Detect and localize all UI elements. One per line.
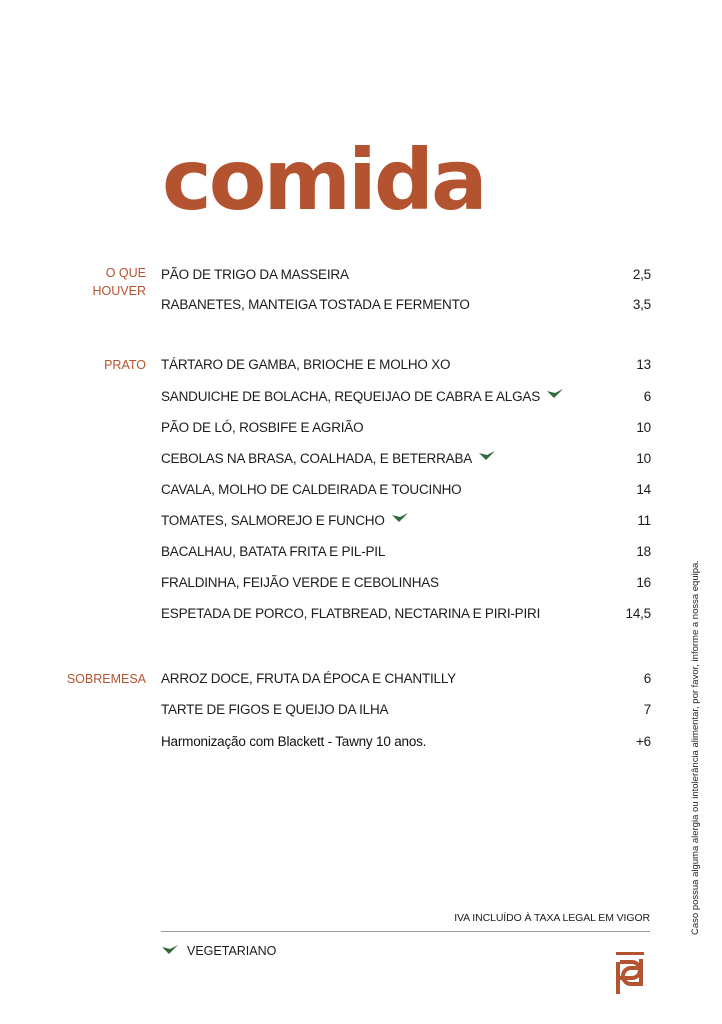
item-price: 10 [636, 420, 651, 435]
item-name: CAVALA, MOLHO DE CALDEIRADA E TOUCINHO [161, 482, 462, 497]
item-name-wrap [161, 449, 496, 469]
menu-item [161, 295, 651, 315]
item-price: 7 [643, 702, 651, 717]
leaf-icon [161, 944, 187, 958]
menu-item [161, 480, 651, 500]
allergy-note: Caso possua alguma alergia ou intolerância alimentar, por favor, informe a nossa equipa. [690, 560, 701, 935]
section-label-sobremesa [36, 670, 146, 688]
vegetarian-legend [161, 942, 276, 960]
section-label-prato [36, 356, 146, 374]
item-name: CEBOLAS NA BRASA, COALHADA, E BETERRABA [161, 451, 473, 466]
item-price: 18 [636, 544, 651, 559]
section-label-text: O QUE HOUVER [92, 266, 146, 298]
menu-item [161, 604, 651, 624]
item-name: ARROZ DOCE, FRUTA DA ÉPOCA E CHANTILLY [161, 671, 456, 686]
item-price: 16 [636, 575, 651, 590]
item-price: 10 [636, 451, 651, 466]
leaf-icon [391, 510, 409, 530]
item-name: BACALHAU, BATATA FRITA E PIL-PIL [161, 544, 386, 559]
item-price: 2,5 [632, 267, 651, 282]
item-name: ESPETADA DE PORCO, FLATBREAD, NECTARINA E PIRI-PIRI [161, 606, 541, 621]
menu-item [161, 265, 651, 285]
section-label-text: SOBREMESA [66, 672, 146, 686]
item-name: TOMATES, SALMOREJO E FUNCHO [161, 513, 385, 528]
item-price: 3,5 [632, 297, 651, 312]
menu-item [161, 418, 651, 438]
item-price: 11 [637, 513, 651, 528]
section-label-o-que-houver [36, 264, 146, 300]
item-name: Harmonização com Blackett - Tawny 10 anos. [161, 734, 427, 749]
menu-item [161, 355, 651, 375]
menu-item [161, 449, 651, 469]
item-name: PÃO DE TRIGO DA MASSEIRA [161, 267, 349, 282]
item-price: 6 [643, 389, 651, 404]
item-price: 14,5 [625, 606, 651, 621]
leaf-icon [478, 448, 496, 468]
iva-note: IVA INCLUÍDO À TAXA LEGAL EM VIGOR [454, 912, 650, 924]
item-name: PÃO DE LÓ, ROSBIFE E AGRIÃO [161, 420, 364, 435]
item-name-wrap [161, 387, 564, 407]
item-price: 14 [636, 482, 651, 497]
section-label-text: PRATO [104, 358, 146, 372]
menu-item [161, 573, 651, 593]
menu-item-pairing [161, 732, 651, 752]
item-name: TARTE DE FIGOS E QUEIJO DA ILHA [161, 702, 389, 717]
item-price: 13 [636, 357, 651, 372]
item-price: 6 [643, 671, 651, 686]
menu-item [161, 387, 651, 407]
item-name: TÁRTARO DE GAMBA, BRIOCHE E MOLHO XO [161, 357, 451, 372]
menu-item [161, 700, 651, 720]
menu-title: comida [162, 131, 485, 229]
item-name: RABANETES, MANTEIGA TOSTADA E FERMENTO [161, 297, 470, 312]
item-name: SANDUICHE DE BOLACHA, REQUEIJAO DE CABRA E ALGAS [161, 389, 541, 404]
menu-item [161, 511, 651, 531]
legend-label: VEGETARIANO [187, 944, 277, 958]
menu-item [161, 542, 651, 562]
item-name: FRALDINHA, FEIJÃO VERDE E CEBOLINHAS [161, 575, 439, 590]
item-name-wrap [161, 511, 409, 531]
item-price: +6 [636, 734, 651, 749]
brand-logo [613, 950, 651, 1001]
menu-item [161, 669, 651, 689]
leaf-icon [546, 386, 564, 406]
footer-divider [161, 931, 650, 932]
